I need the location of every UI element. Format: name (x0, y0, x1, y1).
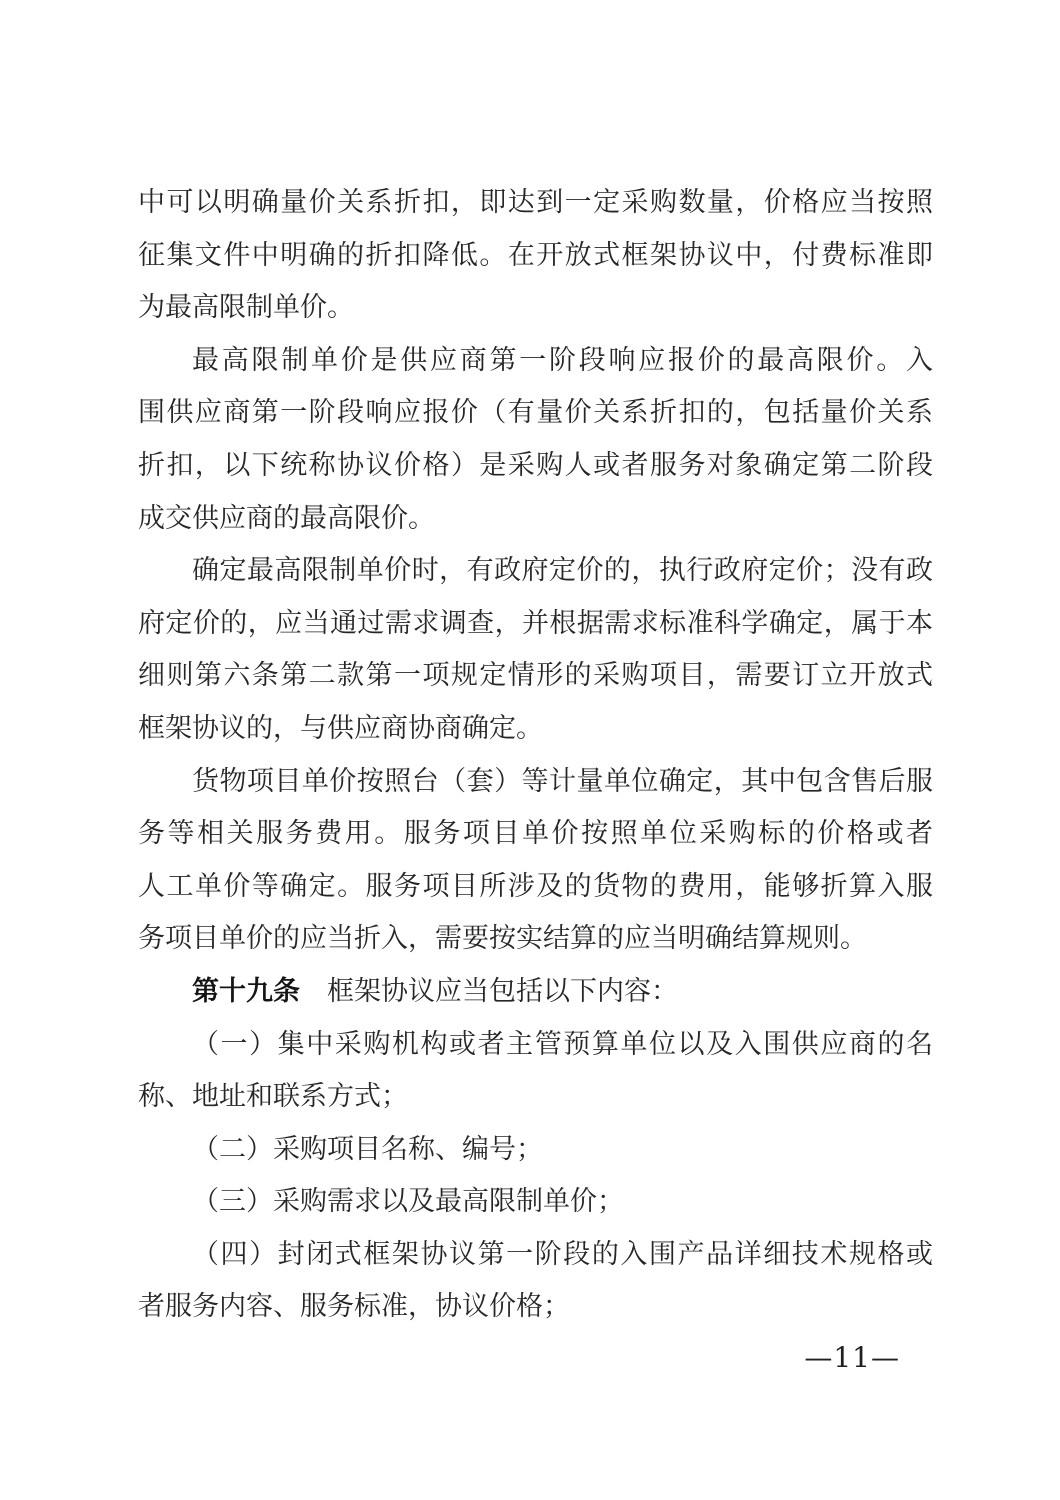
paragraph (138, 335, 933, 545)
paragraph (138, 966, 933, 1019)
paragraph (138, 1229, 933, 1334)
article-number: 第十九条 (192, 975, 300, 1007)
text-line: 务项目单价的应当折入，需要按实结算的应当明确结算规则。 (138, 923, 867, 955)
text-line: 围供应商第一阶段响应报价（有量价关系折扣的，包括量价关系 (138, 397, 933, 429)
text-line: （四）封闭式框架协议第一阶段的入围产品详细技术规格或 (192, 1238, 933, 1270)
text-line: （一）集中采购机构或者主管预算单位以及入围供应商的名 (192, 1028, 933, 1060)
text-line: 确定最高限制单价时，有政府定价的，执行政府定价；没有政 (192, 555, 933, 587)
text-line: 货物项目单价按照台（套）等计量单位确定，其中包含售后服 (192, 765, 933, 797)
text-line: 最高限制单价是供应商第一阶段响应报价的最高限价。入 (192, 344, 933, 376)
paragraph (138, 756, 933, 966)
page-content (138, 177, 933, 1334)
page-number-text: —11— (804, 1341, 900, 1374)
paragraph (138, 1019, 933, 1124)
text-line: 折扣，以下统称协议价格）是采购人或者服务对象确定第二阶段 (138, 449, 933, 481)
text-line: 务等相关服务费用。服务项目单价按照单位采购标的价格或者 (138, 818, 933, 850)
text-line: 细则第六条第二款第一项规定情形的采购项目，需要订立开放式 (138, 660, 933, 692)
text-line: 中可以明确量价关系折扣，即达到一定采购数量，价格应当按照 (138, 187, 933, 218)
text-line: 成交供应商的最高限价。 (138, 502, 435, 534)
text-line: （二）采购项目名称、编号； (192, 1133, 543, 1165)
text-line: 者服务内容、服务标准，协议价格； (138, 1291, 570, 1323)
text-line: 第十九条 框架协议应当包括以下内容： (192, 975, 678, 1007)
text-line: 为最高限制单价。 (138, 292, 354, 324)
page-number (804, 1341, 900, 1374)
paragraph (138, 1176, 933, 1229)
paragraph (138, 1124, 933, 1177)
text-line: 框架协议的，与供应商协商确定。 (138, 712, 543, 744)
text-line: 人工单价等确定。服务项目所涉及的货物的费用，能够折算入服 (138, 870, 933, 902)
text-line: 征集文件中明确的折扣降低。在开放式框架协议中，付费标准即 (138, 239, 933, 271)
paragraph (138, 177, 933, 335)
text-line: （三）采购需求以及最高限制单价； (192, 1186, 624, 1218)
text-line: 府定价的，应当通过需求调查，并根据需求标准科学确定，属于本 (138, 607, 933, 639)
text-line: 称、地址和联系方式； (138, 1081, 408, 1113)
paragraph (138, 545, 933, 755)
